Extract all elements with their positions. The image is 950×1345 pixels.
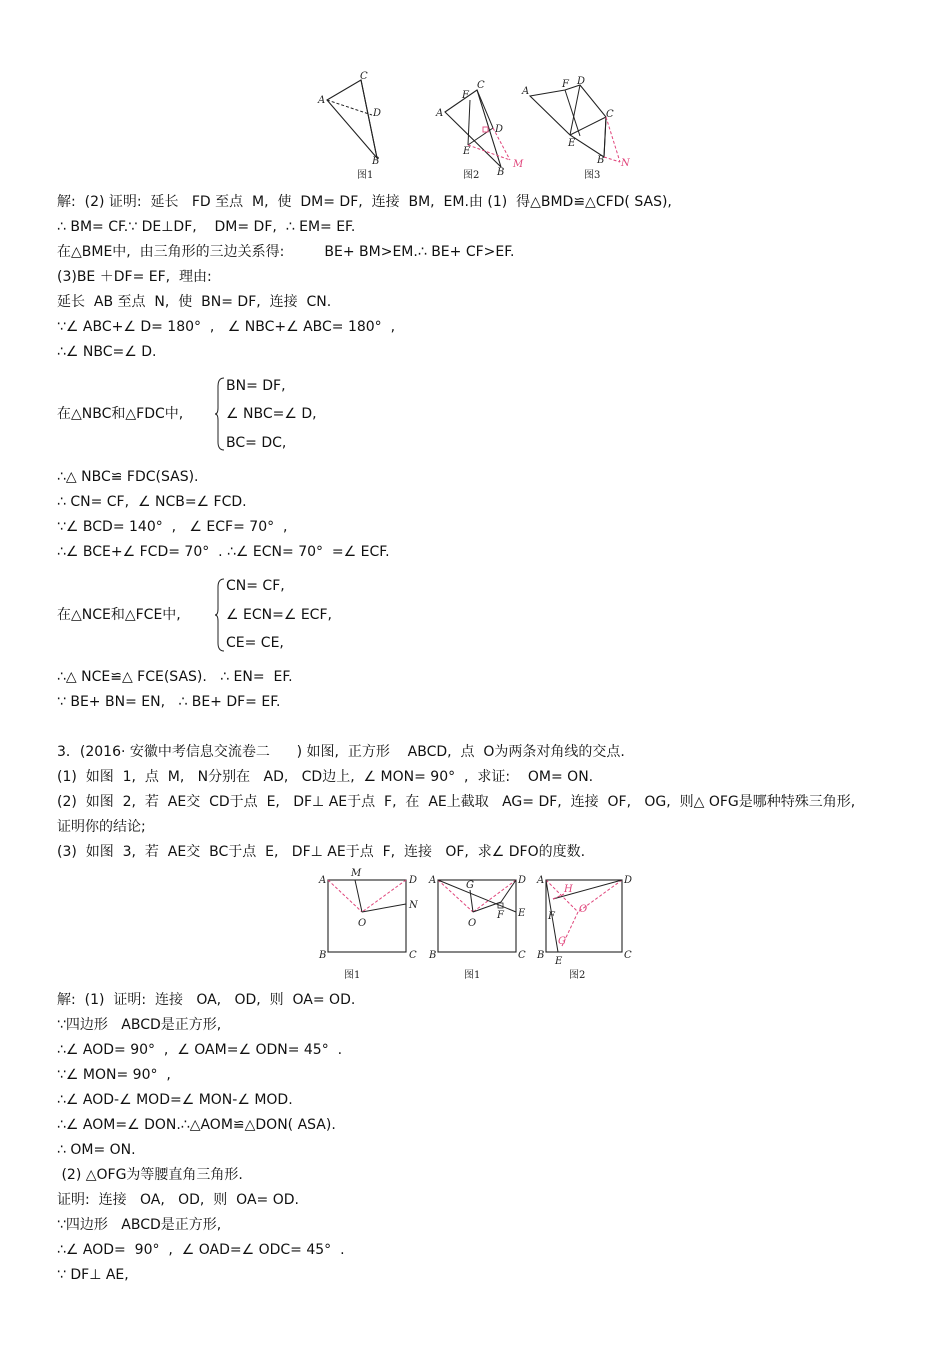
solution3-line: ∵四边形 ABCD是正方形,	[57, 1217, 222, 1233]
fig3-label-f: F	[562, 79, 569, 90]
solution3-line: ∴∠ AOD= 90° , ∠ OAM=∠ ODN= 45° .	[57, 1042, 343, 1058]
figure-group-bottom	[310, 866, 640, 986]
solution-line: (3)BE ＋DF= EF, 理由:	[57, 269, 212, 285]
fig1-label-a: A	[318, 95, 326, 106]
solution-line: ∵∠ ABC+∠ D= 180° , ∠ NBC+∠ ABC= 180° ,	[57, 319, 396, 335]
fig2-label-m: M	[513, 159, 524, 170]
solution3-line: ∴∠ AOM=∠ DON.∴△AOM≌△DON( ASA).	[57, 1117, 336, 1133]
square-figure-1	[318, 868, 419, 981]
top-figures-svg	[300, 70, 650, 185]
system2-brace	[214, 577, 226, 653]
sq3-caption: 图2	[569, 970, 586, 981]
sq1-label-a: A	[319, 875, 327, 886]
fig3-caption: 图3	[584, 170, 601, 181]
solution-line: 在△BME中, 由三角形的三边关系得: BE+ BM>EM.∴ BE+ CF>EF.	[57, 244, 515, 260]
solution3-line: ∴ OM= ON.	[57, 1142, 136, 1158]
system2-label: 在△NCE和△FCE中,	[57, 607, 181, 623]
sq2-label-a: A	[429, 875, 437, 886]
problem-line: (2) 如图 2, 若 AE交 CD于点 E, DF⊥ AE于点 F, 在 AE上截取 AG= DF, 连接 OF, OG, 则△ OFG是哪种特殊三角形,	[57, 794, 856, 810]
sq2-caption: 图1	[464, 970, 481, 981]
fig2-label-e: E	[463, 146, 471, 157]
system1-line: ∠ NBC=∠ D,	[226, 406, 317, 422]
fig2-label-c: C	[477, 80, 485, 91]
fig2-label-d: D	[495, 124, 504, 135]
solution-line: 延长 AB 至点 N, 使 BN= DF, 连接 CN.	[57, 294, 332, 310]
fig3-label-a: A	[522, 86, 530, 97]
solution-line: ∴△ NCE≌△ FCE(SAS). ∴ EN= EF.	[57, 669, 293, 685]
fig2-label-a: A	[436, 108, 444, 119]
sq2-label-o: O	[468, 918, 477, 929]
solution-line: ∴∠ NBC=∠ D.	[57, 344, 157, 360]
problem-line: (3) 如图 3, 若 AE交 BC于点 E, DF⊥ AE于点 F, 连接 OF, 求∠ DFO的度数.	[57, 844, 586, 860]
sq2-label-b: B	[429, 950, 437, 961]
fig3-label-n: N	[621, 158, 630, 169]
solution3-line: ∴∠ AOD-∠ MOD=∠ MON-∠ MOD.	[57, 1092, 293, 1108]
fig1-label-c: C	[360, 71, 368, 82]
system2-line: CN= CF,	[226, 578, 285, 594]
sq1-label-m: M	[351, 868, 362, 879]
square-figure-2	[428, 875, 526, 981]
sq2-label-f: F	[497, 910, 504, 921]
system1-label: 在△NBC和△FDC中,	[57, 406, 184, 422]
fig2-label-b: B	[497, 167, 505, 178]
system1-line: BN= DF,	[226, 378, 286, 394]
sq3-label-c: C	[624, 950, 632, 961]
solution3-line: (2) △OFG为等腰直角三角形.	[57, 1167, 243, 1183]
solution-line: ∵∠ BCD= 140° , ∠ ECF= 70° ,	[57, 519, 288, 535]
solution3-line: ∴∠ AOD= 90° , ∠ OAD=∠ ODC= 45° .	[57, 1242, 345, 1258]
fig2-label-f: F	[462, 90, 469, 101]
sq1-label-n: N	[409, 900, 418, 911]
sq3-label-h: H	[564, 884, 573, 895]
solution3-line: ∵ DF⊥ AE,	[57, 1267, 129, 1283]
system1-brace	[214, 376, 226, 452]
sq1-label-c: C	[409, 950, 417, 961]
sq2-label-e: E	[518, 908, 526, 919]
system1-line: BC= DC,	[226, 435, 287, 451]
figure-group-top	[300, 70, 650, 185]
sq2-label-g: G	[466, 880, 474, 891]
solution-line: ∵ BE+ BN= EN, ∴ BE+ DF= EF.	[57, 694, 281, 710]
problem-line: (1) 如图 1, 点 M, N分别在 AD, CD边上, ∠ MON= 90° , 求证: OM= ON.	[57, 769, 594, 785]
fig1-label-b: B	[372, 156, 380, 167]
solution-line: 解: (2) 证明: 延长 FD 至点 M, 使 DM= DF, 连接 BM, EM.由 (1) 得△BMD≌△CFD( SAS),	[57, 194, 672, 210]
problem-line: 3．(2016· 安徽中考信息交流卷二 ) 如图, 正方形 ABCD, 点 O为两条对角线的交点.	[57, 744, 625, 760]
solution3-line: ∵∠ MON= 90° ,	[57, 1067, 171, 1083]
sq3-label-g: G	[558, 936, 566, 947]
fig2-caption: 图2	[463, 170, 480, 181]
sq3-label-b: B	[537, 950, 545, 961]
sq2-label-c: C	[518, 950, 526, 961]
solution-line: ∴∠ BCE+∠ FCD= 70° . ∴∠ ECN= 70° =∠ ECF.	[57, 544, 390, 560]
figure-2	[435, 80, 524, 181]
solution3-line: 证明: 连接 OA, OD, 则 OA= OD.	[57, 1192, 299, 1208]
system2-line: ∠ ECN=∠ ECF,	[226, 607, 332, 623]
sq2-label-d: D	[518, 875, 527, 886]
sq3-label-d: D	[624, 875, 633, 886]
figure-1	[317, 71, 381, 181]
solution-line: ∴ CN= CF, ∠ NCB=∠ FCD.	[57, 494, 247, 510]
sq3-label-o: O	[579, 904, 588, 915]
fig1-label-d: D	[373, 108, 382, 119]
solution-line: ∴△ NBC≌ FDC(SAS).	[57, 469, 199, 485]
bottom-figures-svg	[310, 866, 640, 986]
solution3-line: ∵四边形 ABCD是正方形,	[57, 1017, 222, 1033]
fig1-caption: 图1	[357, 170, 374, 181]
fig3-label-b: B	[597, 155, 605, 166]
figure-3	[521, 76, 631, 181]
solution-line: ∴ BM= CF.∵ DE⊥DF, DM= DF, ∴ EM= EF.	[57, 219, 356, 235]
fig3-label-e: E	[568, 138, 576, 149]
sq3-label-f: F	[548, 911, 555, 922]
problem-line: 证明你的结论;	[57, 819, 146, 835]
square-figure-3	[536, 875, 632, 981]
sq1-label-d: D	[409, 875, 418, 886]
solution3-line: 解: (1) 证明: 连接 OA, OD, 则 OA= OD.	[57, 992, 356, 1008]
fig3-label-c: C	[606, 109, 614, 120]
fig3-label-d: D	[577, 76, 586, 87]
sq1-label-b: B	[319, 950, 327, 961]
sq3-label-e: E	[555, 956, 563, 967]
sq3-label-a: A	[537, 875, 545, 886]
sq1-caption: 图1	[344, 970, 361, 981]
sq1-label-o: O	[358, 918, 367, 929]
system2-line: CE= CE,	[226, 635, 284, 651]
